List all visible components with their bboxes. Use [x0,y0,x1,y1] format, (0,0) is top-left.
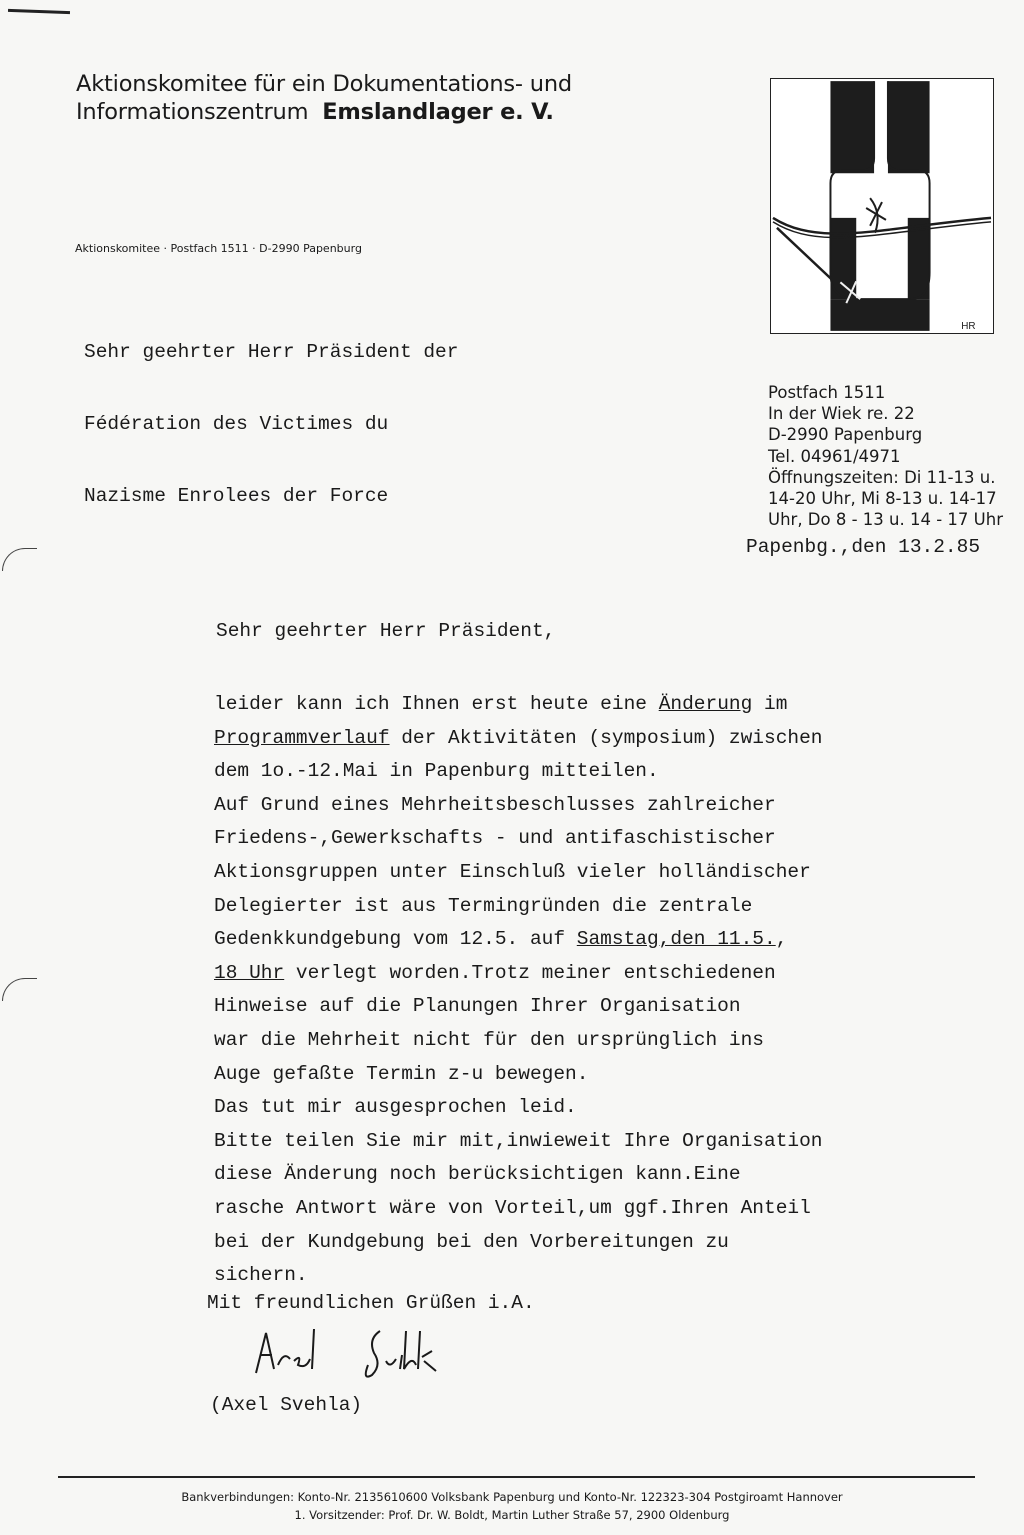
org-name-bold: Emslandlager e. V. [322,99,554,125]
svg-text:HR: HR [961,320,976,332]
org-name-line-2 [76,98,572,126]
corner-pen-mark [8,9,70,14]
body-line: Delegierter ist aus Termingründen die zentrale [214,894,753,917]
org-name-regular: Informationszentrum [76,99,309,125]
address-line: D-2990 Papenburg [768,425,923,445]
recipient-line: Nazisme Enrolees der Force [84,485,389,507]
body-line: sichern. [214,1264,308,1287]
organization-letterhead [76,70,572,126]
body-line: Das tut mir ausgesprochen leid. [214,1096,577,1119]
footer-bank-details: Bankverbindungen: Konto-Nr. 2135610600 Volksbank Papenburg und Konto-Nr. 122323-304 Postgiroamt Hannover [181,1490,843,1504]
body-line: Hinweise auf die Planungen Ihrer Organisation [214,995,741,1018]
body-line: Programmverlauf der Aktivitäten (symposium) zwischen [214,726,823,749]
body-line: Gedenkkundgebung vom 12.5. auf Samstag,den 11.5., [214,928,788,951]
address-line: Öffnungszeiten: Di 11-13 u. [768,467,996,487]
hole-punch-mark [2,548,37,571]
recipient-line: Sehr geehrter Herr Präsident der [84,341,459,363]
letter-footer [0,1488,1024,1524]
salutation: Sehr geehrter Herr Präsident, [216,620,556,642]
signature-icon [250,1325,460,1385]
body-line: Aktionsgruppen unter Einschluß vieler holländischer [214,860,811,883]
letter-date: Papenbg.,den 13.2.85 [746,536,981,558]
org-name-line-1: Aktionskomitee für ein Dokumentations- und [76,71,572,97]
body-line: Bitte teilen Sie mir mit,inwieweit Ihre Organisation [214,1129,823,1152]
organization-logo [770,78,994,334]
address-line: In der Wiek re. 22 [768,404,915,424]
body-line: Friedens-,Gewerkschafts - und antifaschistischer [214,827,776,850]
handwritten-signature [250,1325,460,1385]
body-line: bei der Kundgebung bei den Vorbereitungen zu [214,1230,729,1253]
body-line: 18 Uhr verlegt worden.Trotz meiner entschiedenen [214,961,776,984]
contact-address-block [768,382,1003,530]
body-line: rasche Antwort wäre von Vorteil,um ggf.Ihren Anteil [214,1196,811,1219]
footer-chairman: 1. Vorsitzender: Prof. Dr. W. Boldt, Martin Luther Straße 57, 2900 Oldenburg [294,1508,730,1522]
body-line: leider kann ich Ihnen erst heute eine Änderung im [214,693,788,715]
body-line: dem 1o.-12.Mai in Papenburg mitteilen. [214,760,659,783]
barbed-wire-emblem-icon [771,79,993,333]
address-line: Tel. 04961/4971 [768,446,901,466]
closing-formula: Mit freundlichen Grüßen i.A. [207,1292,535,1314]
signer-name: (Axel Svehla) [210,1394,363,1416]
hole-punch-mark [2,978,37,1001]
address-line: 14-20 Uhr, Mi 8-13 u. 14-17 [768,489,997,509]
body-line: diese Änderung noch berücksichtigen kann.Eine [214,1163,741,1186]
letter-body [214,688,823,1293]
address-line: Uhr, Do 8 - 13 u. 14 - 17 Uhr [768,510,1003,530]
footer-divider [58,1476,975,1478]
sender-return-address: Aktionskomitee · Postfach 1511 · D-2990 Papenburg [75,242,362,255]
body-line: Auf Grund eines Mehrheitsbeschlusses zahlreicher [214,793,776,816]
body-line: Auge gefaßte Termin z-u bewegen. [214,1062,589,1085]
body-line: war die Mehrheit nicht für den ursprünglich ins [214,1028,764,1051]
recipient-line: Fédération des Victimes du [84,413,389,435]
address-line: Postfach 1511 [768,383,886,402]
recipient-address [84,292,458,532]
